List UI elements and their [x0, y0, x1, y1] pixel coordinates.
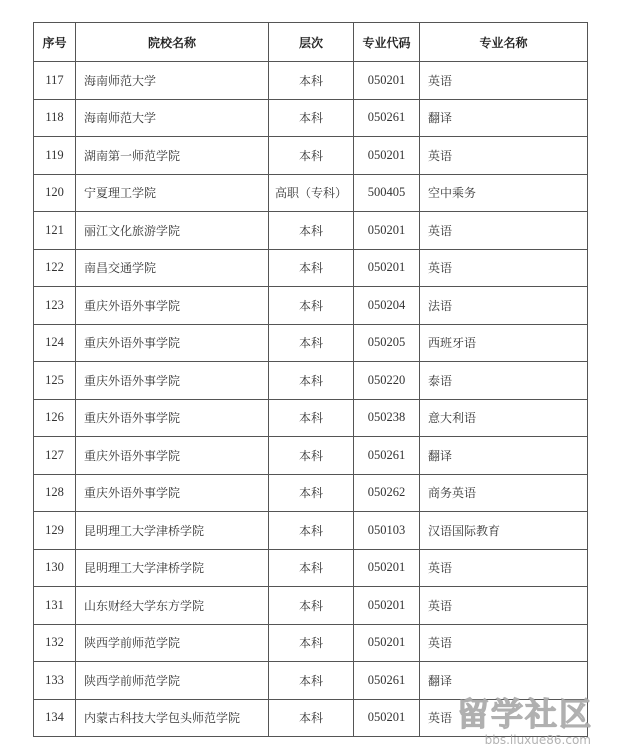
- major-table: [33, 22, 588, 737]
- cell-index: 130: [34, 549, 76, 587]
- cell-code: 050261: [354, 99, 420, 137]
- cell-level: 本科: [269, 549, 354, 587]
- cell-level: 本科: [269, 699, 354, 737]
- cell-code: 050262: [354, 474, 420, 512]
- cell-code: 500405: [354, 174, 420, 212]
- cell-code: 050204: [354, 287, 420, 325]
- cell-school: 海南师范大学: [76, 99, 269, 137]
- table-row: [34, 512, 588, 550]
- cell-code: 050201: [354, 699, 420, 737]
- cell-school: 海南师范大学: [76, 62, 269, 100]
- cell-index: 118: [34, 99, 76, 137]
- cell-index: 119: [34, 137, 76, 175]
- header-index: 序号: [34, 23, 76, 62]
- header-code: 专业代码: [354, 23, 420, 62]
- table-row: [34, 624, 588, 662]
- cell-school: 重庆外语外事学院: [76, 362, 269, 400]
- cell-major: 泰语: [420, 362, 588, 400]
- cell-major: 英语: [420, 624, 588, 662]
- cell-index: 122: [34, 249, 76, 287]
- cell-major: 英语: [420, 549, 588, 587]
- cell-code: 050220: [354, 362, 420, 400]
- watermark-url: bbs.liuxue86.com: [484, 733, 591, 747]
- cell-level: 本科: [269, 62, 354, 100]
- cell-code: 050261: [354, 437, 420, 475]
- table-row: [34, 174, 588, 212]
- cell-index: 126: [34, 399, 76, 437]
- table-row: [34, 699, 588, 737]
- header-level: 层次: [269, 23, 354, 62]
- cell-index: 127: [34, 437, 76, 475]
- cell-level: 本科: [269, 287, 354, 325]
- table-body: [34, 62, 588, 737]
- table-header-row: [34, 23, 588, 62]
- cell-code: 050261: [354, 662, 420, 700]
- cell-major: 英语: [420, 249, 588, 287]
- cell-major: 意大利语: [420, 399, 588, 437]
- cell-school: 昆明理工大学津桥学院: [76, 549, 269, 587]
- cell-school: 内蒙古科技大学包头师范学院: [76, 699, 269, 737]
- cell-code: 050201: [354, 249, 420, 287]
- header-major: 专业名称: [420, 23, 588, 62]
- cell-level: 本科: [269, 437, 354, 475]
- cell-level: 本科: [269, 137, 354, 175]
- cell-major: 英语: [420, 137, 588, 175]
- cell-index: 121: [34, 212, 76, 250]
- cell-school: 昆明理工大学津桥学院: [76, 512, 269, 550]
- cell-major: 空中乘务: [420, 174, 588, 212]
- cell-level: 本科: [269, 399, 354, 437]
- cell-code: 050103: [354, 512, 420, 550]
- cell-level: 本科: [269, 624, 354, 662]
- cell-school: 丽江文化旅游学院: [76, 212, 269, 250]
- table-row: [34, 99, 588, 137]
- cell-level: 本科: [269, 587, 354, 625]
- cell-code: 050201: [354, 212, 420, 250]
- cell-school: 山东财经大学东方学院: [76, 587, 269, 625]
- major-table-container: [33, 22, 587, 737]
- table-row: [34, 324, 588, 362]
- cell-index: 133: [34, 662, 76, 700]
- cell-code: 050201: [354, 137, 420, 175]
- cell-school: 重庆外语外事学院: [76, 437, 269, 475]
- cell-major: 英语: [420, 587, 588, 625]
- cell-major: 翻译: [420, 99, 588, 137]
- table-row: [34, 549, 588, 587]
- cell-school: 湖南第一师范学院: [76, 137, 269, 175]
- cell-code: 050201: [354, 624, 420, 662]
- cell-level: 本科: [269, 474, 354, 512]
- cell-level: 本科: [269, 249, 354, 287]
- cell-school: 陕西学前师范学院: [76, 624, 269, 662]
- cell-school: 重庆外语外事学院: [76, 324, 269, 362]
- cell-index: 123: [34, 287, 76, 325]
- cell-major: 法语: [420, 287, 588, 325]
- table-row: [34, 249, 588, 287]
- cell-code: 050201: [354, 549, 420, 587]
- cell-index: 117: [34, 62, 76, 100]
- cell-major: 汉语国际教育: [420, 512, 588, 550]
- cell-major: 商务英语: [420, 474, 588, 512]
- cell-major: 翻译: [420, 437, 588, 475]
- cell-code: 050205: [354, 324, 420, 362]
- cell-major: 英语: [420, 62, 588, 100]
- cell-school: 重庆外语外事学院: [76, 287, 269, 325]
- cell-index: 125: [34, 362, 76, 400]
- cell-index: 120: [34, 174, 76, 212]
- cell-index: 134: [34, 699, 76, 737]
- cell-code: 050201: [354, 62, 420, 100]
- cell-major: 英语: [420, 699, 588, 737]
- cell-level: 本科: [269, 212, 354, 250]
- cell-major: 英语: [420, 212, 588, 250]
- table-row: [34, 287, 588, 325]
- cell-level: 本科: [269, 324, 354, 362]
- table-row: [34, 662, 588, 700]
- cell-index: 131: [34, 587, 76, 625]
- cell-index: 128: [34, 474, 76, 512]
- table-row: [34, 212, 588, 250]
- header-school: 院校名称: [76, 23, 269, 62]
- cell-school: 南昌交通学院: [76, 249, 269, 287]
- cell-level: 本科: [269, 512, 354, 550]
- table-row: [34, 437, 588, 475]
- cell-index: 132: [34, 624, 76, 662]
- table-row: [34, 362, 588, 400]
- cell-level: 本科: [269, 99, 354, 137]
- cell-index: 124: [34, 324, 76, 362]
- cell-school: 宁夏理工学院: [76, 174, 269, 212]
- cell-major: 西班牙语: [420, 324, 588, 362]
- table-row: [34, 62, 588, 100]
- cell-level: 高职（专科）: [269, 174, 354, 212]
- cell-level: 本科: [269, 362, 354, 400]
- cell-school: 重庆外语外事学院: [76, 474, 269, 512]
- cell-major: 翻译: [420, 662, 588, 700]
- cell-level: 本科: [269, 662, 354, 700]
- table-row: [34, 587, 588, 625]
- table-row: [34, 474, 588, 512]
- watermark-logo-text: 留学社区: [456, 695, 593, 733]
- table-row: [34, 137, 588, 175]
- cell-school: 重庆外语外事学院: [76, 399, 269, 437]
- table-row: [34, 399, 588, 437]
- cell-school: 陕西学前师范学院: [76, 662, 269, 700]
- cell-code: 050201: [354, 587, 420, 625]
- cell-index: 129: [34, 512, 76, 550]
- cell-code: 050238: [354, 399, 420, 437]
